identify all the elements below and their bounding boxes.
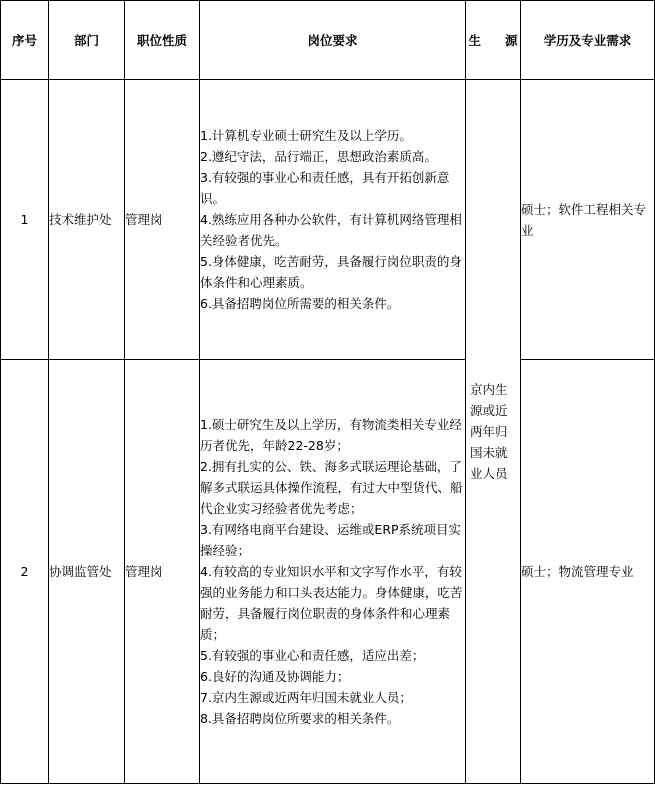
row-requirements	[200, 80, 466, 360]
requirement-item: 1.硕士研究生及以上学历，有物流类相关专业经历者优先，年龄22-28岁；	[200, 417, 462, 453]
requirement-item: 5.有较强的事业心和责任感，适应出差；	[200, 648, 425, 663]
row-dept: 协调监管处	[49, 360, 125, 784]
header-seq: 序号	[1, 1, 49, 80]
requirement-item: 8.具备招聘岗位所要求的相关条件。	[200, 711, 400, 726]
header-requirements: 岗位要求	[200, 1, 466, 80]
header-origin-a: 生	[468, 32, 481, 48]
requirement-item: 4.有较高的专业知识水平和文字写作水平，有较强的业务能力和口头表达能力。身体健康，吃苦耐劳，具备履行岗位职责的身体条件和心理素质；	[200, 564, 463, 642]
header-origin-b: 源	[505, 32, 518, 48]
requirement-item: 7.京内生源或近两年归国未就业人员；	[200, 690, 412, 705]
row-dept: 技术维护处	[49, 80, 125, 360]
row-seq: 1	[1, 80, 49, 360]
table-row	[1, 360, 655, 784]
row-education: 硕士；软件工程相关专业	[521, 80, 655, 360]
requirement-item: 3.有网络电商平台建设、运维或ERP系统项目实操经验；	[200, 522, 462, 558]
requirement-item: 3.有较强的事业心和责任感，具有开拓创新意识。	[200, 170, 450, 206]
row-seq: 2	[1, 360, 49, 784]
requirement-item: 6.具备招聘岗位所需要的相关条件。	[200, 296, 400, 311]
header-origin	[466, 1, 521, 80]
shared-origin: 京内生源或近两年归国未就业人员	[466, 80, 521, 784]
row-requirements	[200, 360, 466, 784]
header-nature: 职位性质	[125, 1, 200, 80]
requirement-item: 2.拥有扎实的公、铁、海多式联运理论基础，了解多式联运具体操作流程，有过大中型货代、船代企业实习经验者优先考虑；	[200, 459, 463, 516]
requirement-item: 1.计算机专业硕士研究生及以上学历。	[200, 128, 412, 143]
requirement-item: 2.遵纪守法，品行端正，思想政治素质高。	[200, 149, 437, 164]
header-dept: 部门	[49, 1, 125, 80]
requirement-item: 5.身体健康，吃苦耐劳，具备履行岗位职责的身体条件和心理素质。	[200, 254, 462, 290]
row-nature: 管理岗	[125, 80, 200, 360]
requirement-item: 6.良好的沟通及协调能力；	[200, 669, 350, 684]
row-nature: 管理岗	[125, 360, 200, 784]
header-row	[1, 1, 655, 80]
row-education: 硕士；物流管理专业	[521, 360, 655, 784]
requirement-item: 4.熟练应用各种办公软件，有计算机网络管理相关经验者优先。	[200, 212, 462, 248]
table-row	[1, 80, 655, 360]
header-education: 学历及专业需求	[521, 1, 655, 80]
